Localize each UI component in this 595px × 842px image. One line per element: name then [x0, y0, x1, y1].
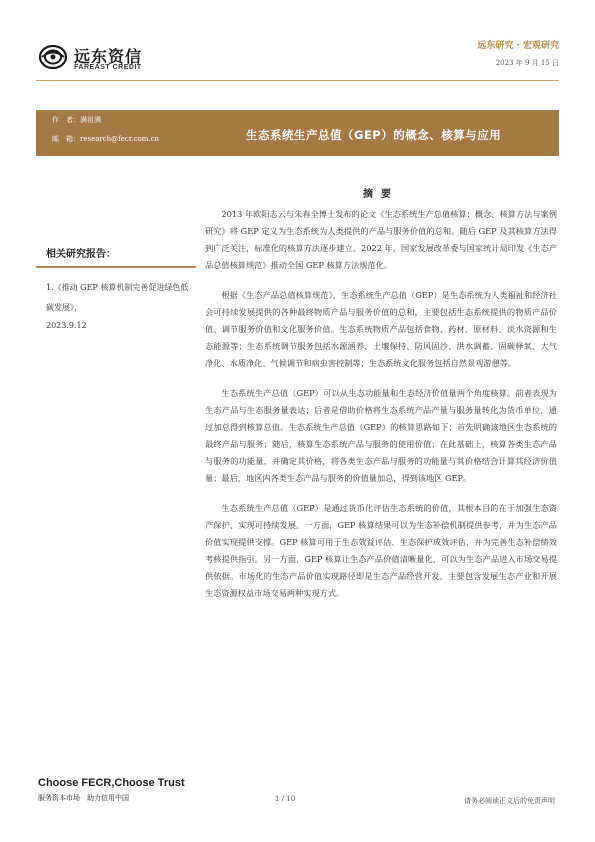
logo-english-name: FAREAST CREDIT	[74, 64, 142, 71]
email-line: 邮 箱：research@fecr.com.cn	[52, 135, 160, 143]
page-number: 1 / 10	[275, 795, 296, 803]
abstract-section	[205, 185, 557, 615]
abstract-paragraph: 2013 年欧阳志云与朱春全博士发布的论文《生态系统生产总值核算：概念、核算方法与案例研究》将 GEP 定义为生态系统为人类提供的产品与服务价值的总和。随后 GEP 及其核算方法得到广泛关注，标准化的核算方法逐步建立。2022 年，国家发展改革委与国家统计局印发《生态产品总值核算规范》推动全国 GEP 核算方法规范化。	[205, 209, 557, 270]
author-line: 作 者：满祖满	[52, 116, 101, 124]
abstract-paragraph: 生态系统生产总值（GEP）可以从生态功能量和生态经济价值量两个角度核算。前者表现为生态产品与生态服务量表达；后者是借助价格将生态系统产品产量与服务量转化为货币单位，通过加总得到核算总值。生态系统生产总值（GEP）的核算思路如下：首先明确该地区生态系统的最终产品与服务；随后，核算生态系统产品与服务的使用价值；在此基础上，核算各类生态产品与服务的功能量，并确定其价格，将各类生态产品与服务的功能量与其价格结合计算其经济价值量；最后，地区内各类生态产品与服务的价值量加总，得到该地区 GEP。	[205, 388, 557, 483]
report-date: 2023 年 9 月 15 日	[495, 59, 559, 67]
disclaimer-notice[interactable]: 请务必阅读正文后的免责声明	[464, 797, 555, 805]
related-report-link[interactable]: 1.《推动 GEP 核算机制完善促进绿色低碳发展》，	[46, 283, 189, 312]
abstract-paragraph: 根据《生态产品总值核算规范》，生态系统生产总值（GEP）是生态系统为人类福祉和经济社会可持续发展提供的各种最终物质产品与服务价值的总和，主要包括生态系统提供的物质产品价值、调节服务价值和文化服务价值。生态系统物质产品包括食物、药材、原材料、淡水资源和生态能源等；生态系统调节服务包括水源涵养、土壤保持、防风固沙、洪水调蓄、固碳释氧、大气净化、水质净化、气候调节和病虫害控制等；生态系统文化服务包括自然景观游憩等。	[205, 290, 557, 368]
abstract-heading: 摘要	[363, 189, 399, 200]
related-report-date: 2023.9.12	[46, 321, 87, 330]
fareast-logo-icon	[38, 44, 68, 70]
title-banner	[36, 110, 559, 156]
footer-slogan: Choose FECR,Choose Trust	[38, 777, 185, 789]
related-reports-sidebar	[36, 245, 196, 334]
header-divider	[36, 80, 559, 81]
company-logo	[38, 44, 188, 72]
related-reports-heading: 相关研究报告：	[36, 245, 196, 268]
footer-subslogan: 服务资本市场 助力信用中国	[38, 794, 129, 802]
report-title: 生态系统生产总值（GEP）的概念、核算与应用	[246, 128, 502, 142]
abstract-paragraph: 生态系统生产总值（GEP）是通过货币化评估生态系统的价值，其根本目的在于加强生态资产保护、实现可持续发展。一方面，GEP 核算结果可以为生态补偿机制提供参考，并为生态产品价值实现提供支撑。GEP 核算可用于生态效益评估、生态保护成效评估，并为完善生态补偿绩效考核提供指引。另一方面，GEP 核算让生态产品价值清晰量化，可以为生态产品进入市场交易提供依据。市场化的生态产品价值实现路径即是生态产品经营开发，主要包含发展生态产业和开展生态资源权益市场交易两种实现方式。	[205, 503, 557, 598]
report-type: 远东研究 · 宏观研究	[477, 41, 559, 51]
logo-chinese-name: 远东资信	[74, 47, 143, 66]
